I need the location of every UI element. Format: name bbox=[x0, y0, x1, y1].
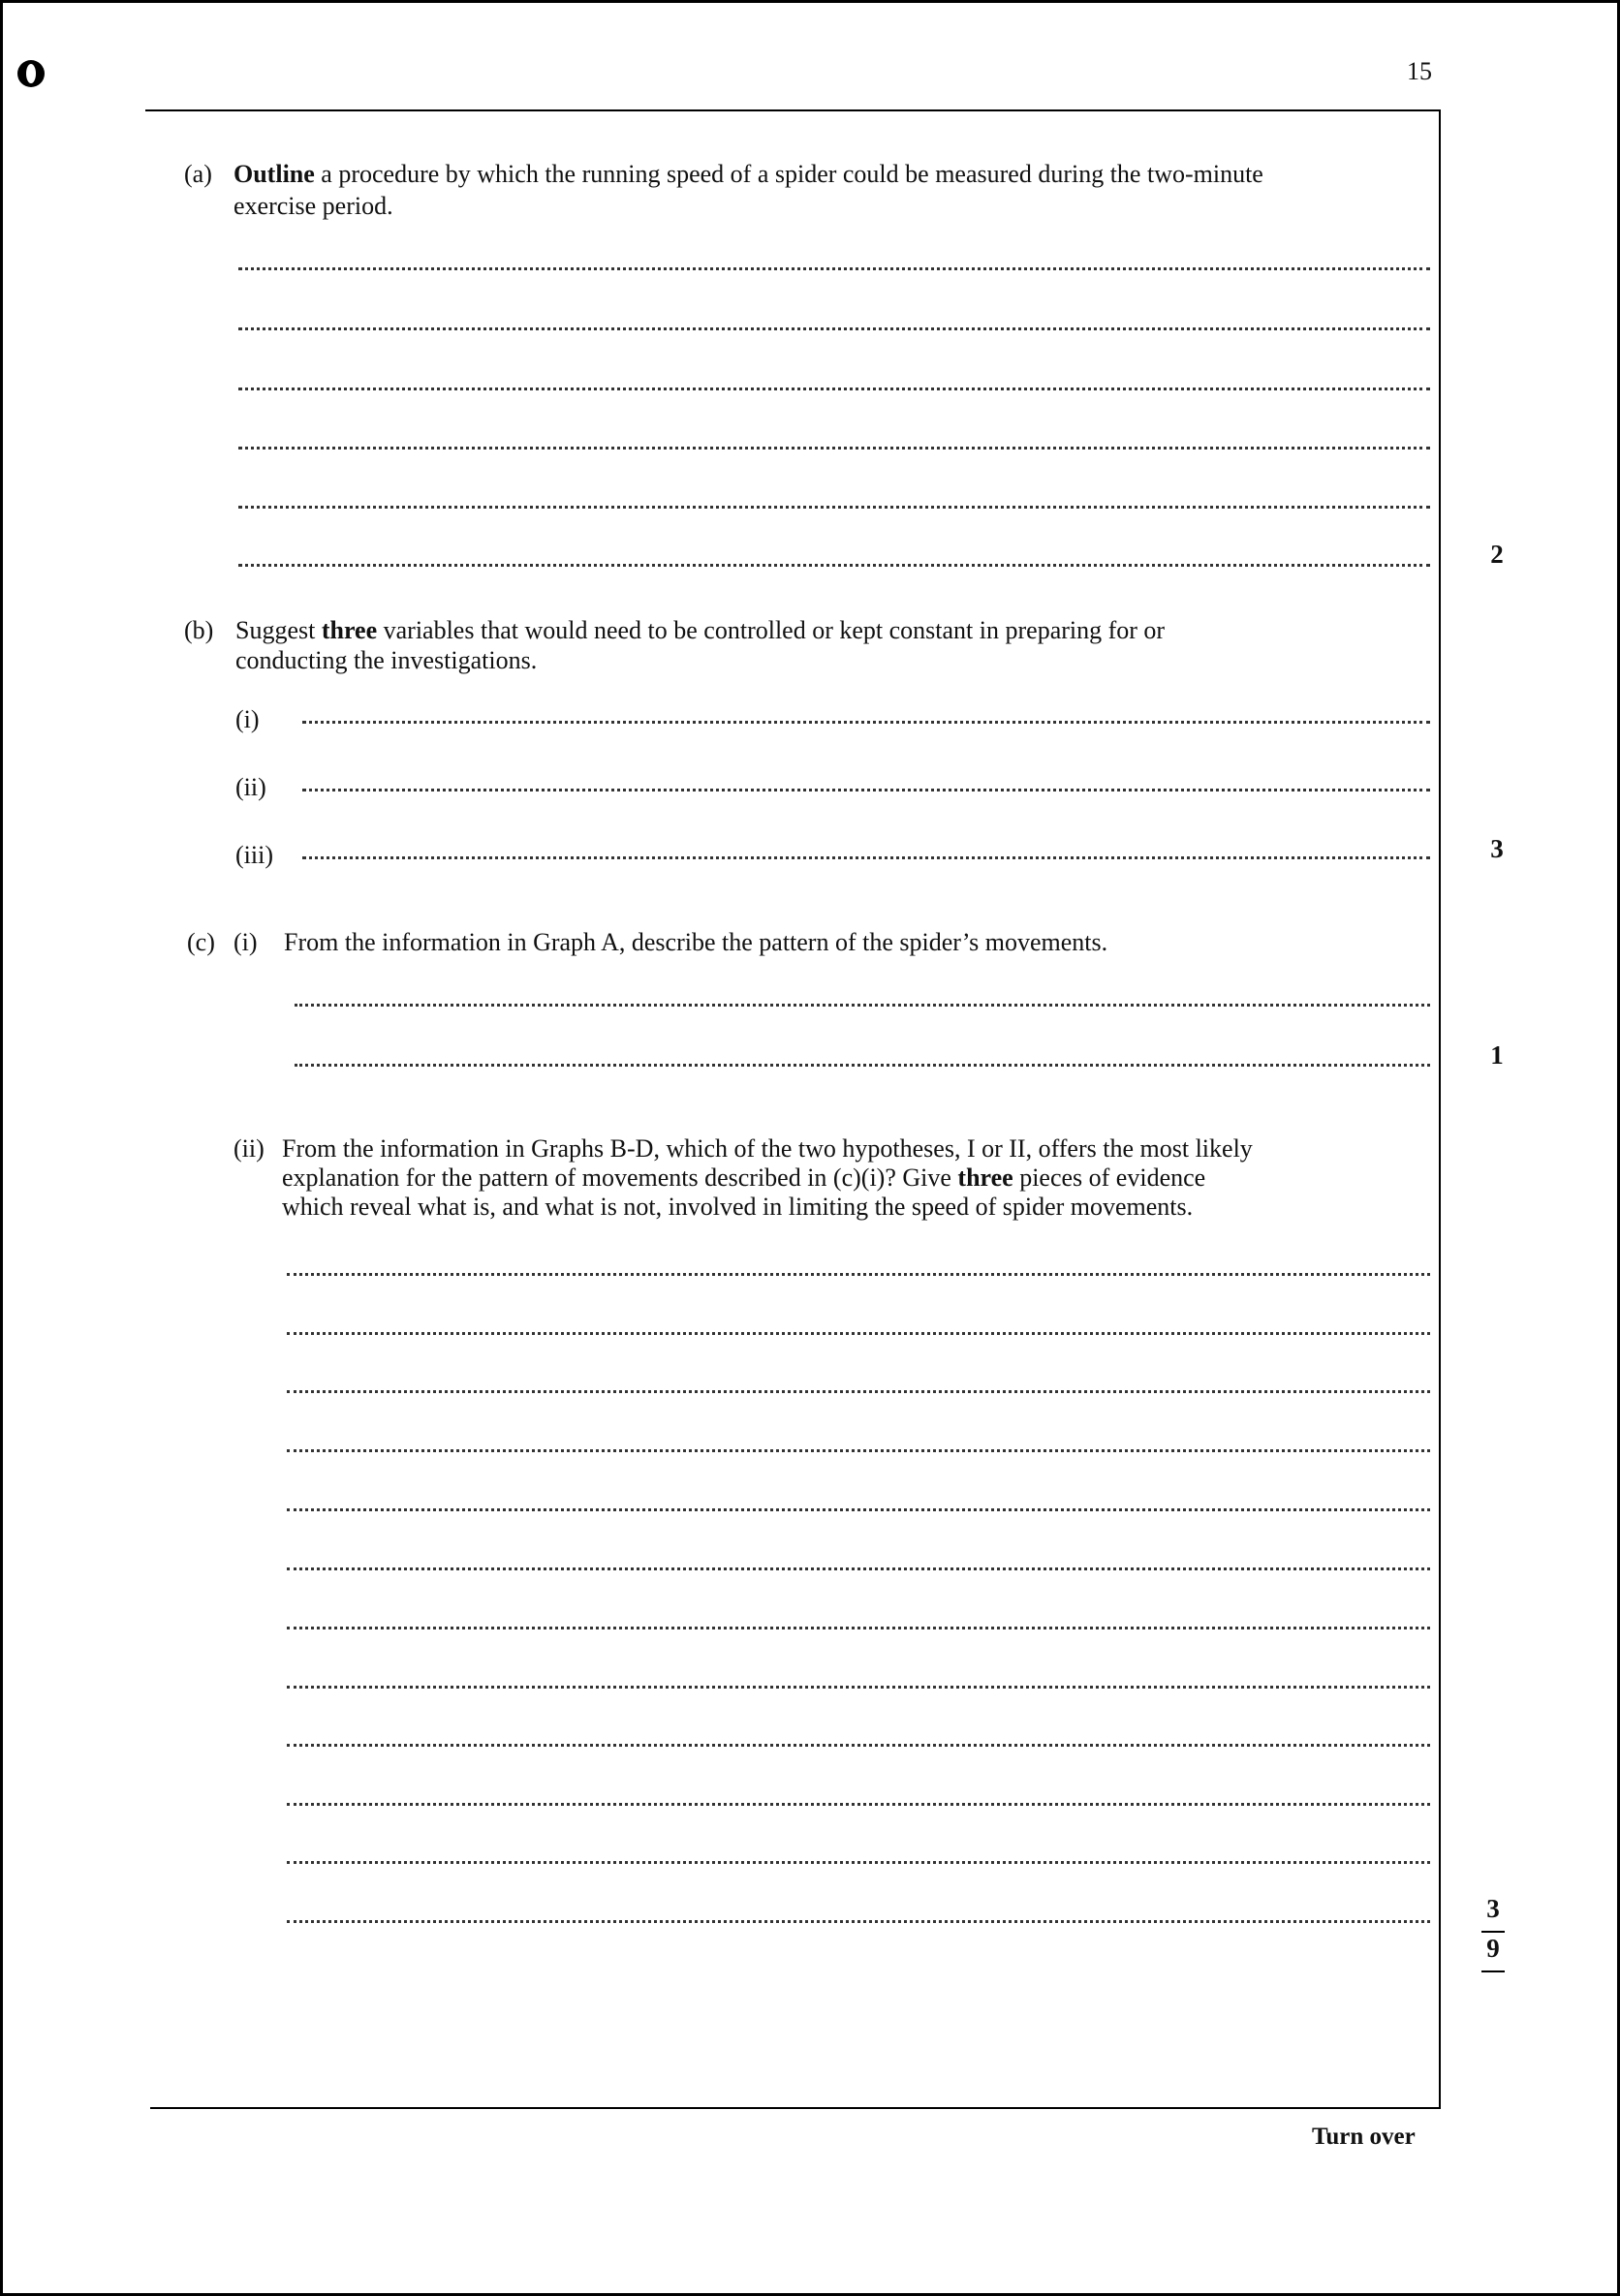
part-c-i-question: From the information in Graph A, describe the pattern of the spider’s movements. bbox=[284, 928, 1108, 956]
exam-board-logo-icon bbox=[17, 60, 45, 87]
answer-line[interactable] bbox=[238, 506, 1430, 509]
part-c-ii-marks: 3 bbox=[1486, 1894, 1500, 1923]
answer-line[interactable] bbox=[238, 388, 1430, 390]
part-c-i-label: (i) bbox=[234, 928, 258, 956]
answer-line[interactable] bbox=[287, 1273, 1430, 1276]
answer-line[interactable] bbox=[287, 1390, 1430, 1393]
fraction-bar bbox=[1481, 1931, 1505, 1933]
part-c-ii-question-line2 bbox=[282, 1163, 1205, 1194]
part-b-item-ii-label: (ii) bbox=[235, 773, 266, 801]
page-number: 15 bbox=[1407, 57, 1432, 85]
answer-line[interactable] bbox=[302, 856, 1430, 859]
answer-line[interactable] bbox=[287, 1567, 1430, 1570]
part-a-marks: 2 bbox=[1490, 540, 1504, 569]
turn-over-label: Turn over bbox=[1312, 2124, 1416, 2150]
part-c-ii-label: (ii) bbox=[234, 1134, 265, 1163]
part-c-ii-question-line1: From the information in Graphs B-D, which of the two hypotheses, I or II, offers the most likely bbox=[282, 1134, 1253, 1163]
answer-line[interactable] bbox=[287, 1920, 1430, 1923]
answer-line[interactable] bbox=[287, 1449, 1430, 1452]
part-c-ii-text-line2-start: explanation for the pattern of movements described in (c)(i)? Give bbox=[282, 1164, 958, 1192]
part-a-label: (a) bbox=[184, 160, 212, 188]
part-a-bold-word: Outline bbox=[234, 160, 315, 188]
part-b-item-i-label: (i) bbox=[235, 705, 260, 733]
part-b-question-line1 bbox=[235, 615, 1413, 646]
part-c-label: (c) bbox=[187, 928, 215, 956]
answer-line[interactable] bbox=[287, 1686, 1430, 1689]
part-c-ii-text-line2-end: pieces of evidence bbox=[1012, 1164, 1206, 1192]
part-c-i-marks: 1 bbox=[1490, 1040, 1504, 1070]
answer-box-top-border bbox=[145, 109, 1439, 111]
answer-line[interactable] bbox=[238, 564, 1430, 567]
part-b-label: (b) bbox=[184, 616, 214, 644]
part-a-text-line1: a procedure by which the running speed of a spider could be measured during the two-minute bbox=[314, 160, 1263, 188]
answer-box-bottom-border bbox=[150, 2107, 1441, 2109]
part-a-question-line2: exercise period. bbox=[234, 192, 393, 220]
answer-line[interactable] bbox=[238, 327, 1430, 330]
answer-line[interactable] bbox=[302, 789, 1430, 791]
answer-line[interactable] bbox=[287, 1744, 1430, 1747]
part-b-item-iii-label: (iii) bbox=[235, 841, 273, 869]
answer-line[interactable] bbox=[295, 1004, 1430, 1007]
answer-line[interactable] bbox=[287, 1803, 1430, 1806]
part-b-question-line2: conducting the investigations. bbox=[235, 646, 538, 674]
answer-line[interactable] bbox=[287, 1332, 1430, 1335]
answer-line[interactable] bbox=[287, 1627, 1430, 1629]
total-marks: 9 bbox=[1486, 1934, 1500, 1963]
answer-line[interactable] bbox=[302, 721, 1430, 724]
part-b-text-line1-end: variables that would need to be controlled or kept constant in preparing for or bbox=[377, 616, 1166, 644]
answer-box-right-border bbox=[1439, 109, 1441, 2107]
answer-line[interactable] bbox=[287, 1508, 1430, 1511]
total-underline bbox=[1481, 1970, 1505, 1972]
part-c-ii-bold-word: three bbox=[957, 1164, 1013, 1192]
part-c-ii-question-line3: which reveal what is, and what is not, involved in limiting the speed of spider movements. bbox=[282, 1193, 1194, 1221]
part-b-marks: 3 bbox=[1490, 834, 1504, 863]
answer-line[interactable] bbox=[287, 1861, 1430, 1864]
part-b-bold-word: three bbox=[321, 616, 378, 644]
part-b-text-start: Suggest bbox=[235, 616, 322, 644]
answer-line[interactable] bbox=[238, 447, 1430, 450]
answer-line[interactable] bbox=[295, 1064, 1430, 1067]
part-a-question-line1 bbox=[234, 159, 1263, 190]
answer-line[interactable] bbox=[238, 267, 1430, 270]
